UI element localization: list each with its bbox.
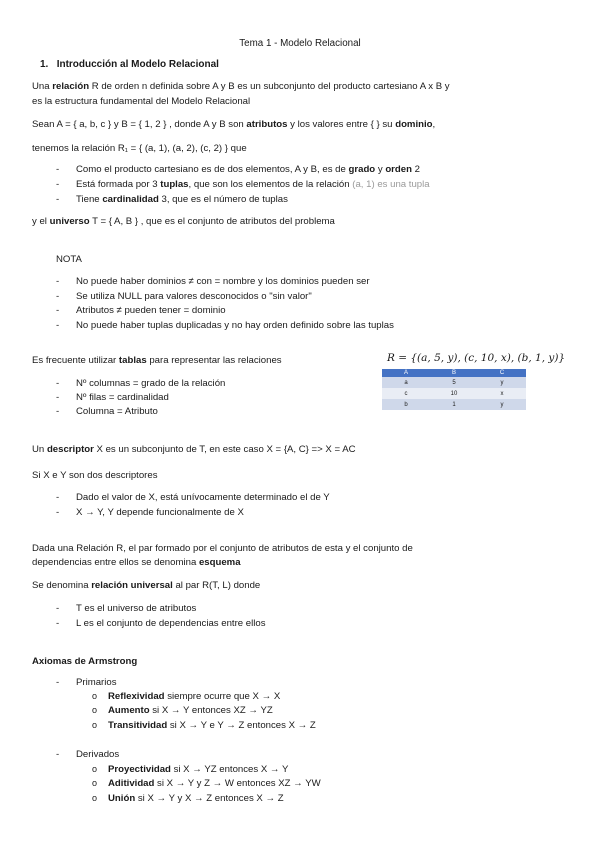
text: para representar las relaciones [146,355,282,366]
text: Es frecuente utilizar [32,355,119,366]
list-item: - L es el conjunto de dependencias entre ellos [56,618,266,629]
paragraph-esquema-line2 [32,557,241,568]
bullet: o [92,691,98,701]
text: Derivados [76,749,120,760]
list-item: - Tiene cardinalidad 3, que es el número de tuplas [56,194,288,205]
section-heading [40,59,219,70]
term-dominio: dominio [395,119,433,130]
text: si X → Y y X → Z entonces X → Z [135,793,284,804]
list-item: - Dado el valor de X, está unívocamente determinado el de Y [56,492,330,503]
list-item-primarios [56,677,117,688]
term-aditividad: Aditividad [108,778,155,789]
text: Como el producto cartesiano es de dos elementos, A y B, es de [76,164,349,175]
bullet: o [92,705,98,715]
table-header-row [382,369,526,377]
term-relacion-universal: relación universal [91,580,173,591]
nota-item: - Se utiliza NULL para valores desconocidos o "sin valor" [56,291,312,302]
page-title: Tema 1 - Modelo Relacional [239,38,361,49]
text: T = { A, B } , que es el conjunto de atributos del problema [89,216,335,227]
dash: - [56,749,60,760]
term-atributos: atributos [246,119,288,130]
paragraph-universo [32,216,335,227]
text: L es el conjunto de dependencias entre ellos [76,618,266,629]
text: siempre ocurre que X → X [164,691,281,702]
section-title: Introducción al Modelo Relacional [56,59,219,70]
text: Se denomina [32,580,92,591]
text: y los valores entre { } su [287,119,396,130]
text: Se utiliza NULL para valores desconocidos o "sin valor" [76,291,312,302]
axiomas-heading: Axiomas de Armstrong [32,656,138,667]
table-cell: y [478,377,526,388]
paragraph-descriptor [32,444,356,455]
relation-table [382,369,526,410]
text: Nº columnas = grado de la relación [76,378,226,389]
sub-list-item [92,705,273,716]
list-item-derivados [56,749,119,760]
paragraph-universal [32,580,260,591]
list-item: - Nº filas = cardinalidad [56,392,169,403]
text: Atributos ≠ pueden tener = dominio [76,305,226,316]
section-number: 1. [40,59,49,70]
term-tablas: tablas [118,355,147,366]
text: X es un subconjunto de T, en este caso X = {A, C} => X = AC [93,444,356,455]
nota-item: - No puede haber dominios ≠ con = nombre y los dominios pueden ser [56,276,370,287]
relation-formula: R = {(a, 5, y), (c, 10, x), (b, 1, y)} [387,352,566,364]
text: No puede haber dominios ≠ con = nombre y los dominios pueden ser [76,276,370,287]
text: Columna = Atributo [76,406,158,417]
nota-heading: NOTA [56,254,82,265]
table-cell: 1 [430,399,478,410]
term-aumento: Aumento [108,705,150,716]
text: Está formada por 3 [76,179,161,190]
dash: - [56,677,60,688]
text: , [432,119,436,130]
bullet: o [92,764,98,774]
text: si X → YZ entonces X → Y [170,764,289,775]
term-proyectividad: Proyectividad [108,764,171,775]
list-item: - Nº columnas = grado de la relación [56,378,226,389]
table-cell: y [478,399,526,410]
table-cell: x [478,388,526,399]
paragraph-relacion-line2: es la estructura fundamental del Modelo Relacional [32,96,251,107]
sub-list-item [92,764,288,775]
list-item: - X → Y, Y depende funcionalmente de X [56,507,244,518]
paragraph-atributos [32,119,435,130]
text: si X → Y e Y → Z entonces X → Z [167,720,316,731]
term-grado: grado [348,164,376,175]
term-union: Unión [108,793,136,804]
text: Sean A = { a, b, c } y B = { 1, 2 } , donde A y B son [32,119,247,130]
term-transitividad: Transitividad [108,720,168,731]
text: y [375,164,386,175]
nota-item: - Atributos ≠ pueden tener = dominio [56,305,226,316]
text: X → Y, Y depende funcionalmente de X [76,507,244,518]
table-cell: a [382,377,430,388]
list-item: - T es el universo de atributos [56,603,197,614]
list-item: - Está formada por 3 tuplas, que son los elementos de la relación (a, 1) es una tupla [56,179,430,190]
text: Dado el valor de X, está unívocamente determinado el de Y [76,492,330,503]
text: 2 [411,164,420,175]
text: si X → Y entonces XZ → YZ [149,705,273,716]
text: Una [32,81,53,92]
term-esquema: esquema [198,557,241,568]
term-tuplas: tuplas [160,179,189,190]
paragraph-esquema: Dada una Relación R, el par formado por el conjunto de atributos de esta y el conjunto de [32,543,413,554]
term-relacion: relación [52,81,90,92]
table-row [382,399,526,410]
list-item: - Columna = Atributo [56,406,158,417]
table-header-cell: B [430,369,478,377]
term-orden: orden [385,164,412,175]
bullet: o [92,793,98,803]
nota-item: - No puede haber tuplas duplicadas y no hay orden definido sobre las tuplas [56,320,394,331]
sub-list-item [92,691,280,702]
list-item: - Como el producto cartesiano es de dos elementos, A y B, es de grado y orden 2 [56,164,420,175]
text: Tiene [76,194,103,205]
text: 3, que es el número de tuplas [158,194,288,205]
bullet: o [92,778,98,788]
bullet: o [92,720,98,730]
table-cell: 5 [430,377,478,388]
text: si X → Y y Z → W entonces XZ → YW [154,778,321,789]
sub-list-item [92,720,316,731]
paragraph-relacion-r1: tenemos la relación R₁ = { (a, 1), (a, 2), (c, 2) } que [32,143,247,154]
paragraph-tablas [32,355,282,366]
paragraph-relacion [32,81,450,92]
text: R de orden n definida sobre A y B es un subconjunto del producto cartesiano A x B y [89,81,450,92]
table-header-cell: A [382,369,430,377]
table-cell: c [382,388,430,399]
table-row [382,388,526,399]
text: dependencias entre ellos se denomina [32,557,199,568]
text: Nº filas = cardinalidad [76,392,169,403]
text: Un [32,444,47,455]
term-cardinalidad: cardinalidad [102,194,159,205]
table-row [382,377,526,388]
sub-list-item [92,778,321,789]
term-reflexividad: Reflexividad [108,691,165,702]
text: y el [32,216,50,227]
note-tupla: (a, 1) es una tupla [352,179,430,190]
text: Primarios [76,677,117,688]
term-descriptor: descriptor [46,444,94,455]
table-cell: b [382,399,430,410]
term-universo: universo [49,216,90,227]
text: al par R(T, L) donde [172,580,261,591]
text: , que son los elementos de la relación [188,179,353,190]
table-header-cell: C [478,369,526,377]
table-cell: 10 [430,388,478,399]
text: T es el universo de atributos [76,603,197,614]
paragraph-descriptores: Si X e Y son dos descriptores [32,470,158,481]
text: No puede haber tuplas duplicadas y no hay orden definido sobre las tuplas [76,320,394,331]
sub-list-item [92,793,284,804]
